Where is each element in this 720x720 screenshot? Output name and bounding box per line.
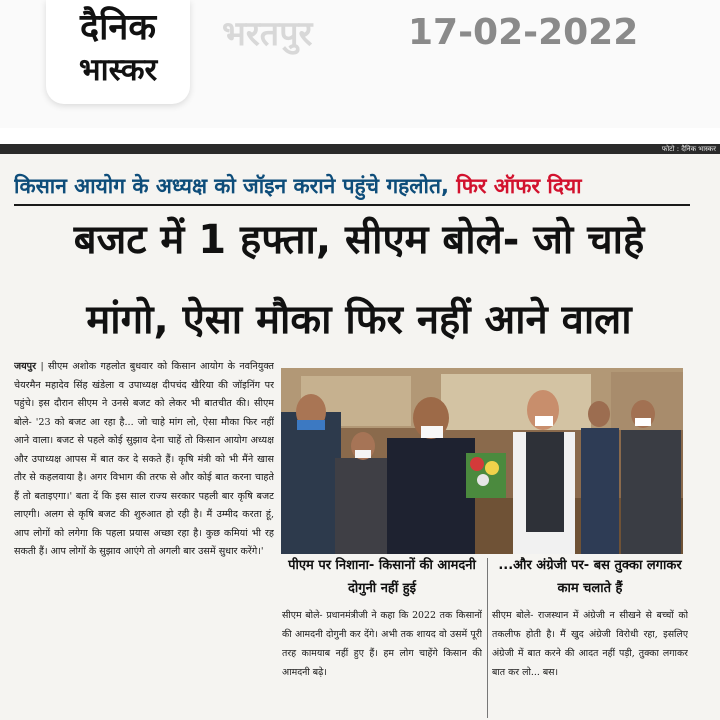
sub-headline-1: पीएम पर निशाना- किसानों की आमदनी दोगुनी नहीं हुई — [288, 558, 476, 596]
newspaper-clipping — [0, 144, 720, 720]
dainik-bhaskar-logo[interactable] — [46, 0, 190, 104]
kicker-highlight: फिर ऑफर दिया — [456, 174, 582, 198]
news-photo — [281, 368, 683, 554]
article-body — [14, 358, 274, 720]
logo-line-2: भास्कर — [78, 52, 158, 88]
top-strip — [0, 144, 720, 154]
column-divider — [487, 558, 488, 718]
kicker-rule — [14, 204, 690, 206]
kicker-text: किसान आयोग के अध्यक्ष को जॉइन कराने पहुंचे गहलोत, — [14, 174, 449, 198]
edition-date: 17-02-2022 — [408, 12, 639, 53]
dateline: जयपुर — [14, 361, 37, 372]
logo-line-1: दैनिक — [79, 7, 157, 48]
sub-headline-2: ...और अंग्रेजी पर- बस तुक्का लगाकर काम चलाते हैं — [498, 558, 682, 596]
headline-line-1: बजट में 1 हफ्ता, सीएम बोले- जो चाहे — [73, 217, 645, 263]
header-bar — [0, 0, 720, 128]
sub-body-2: सीएम बोले- राजस्थान में अंग्रेजी न सीखने से बच्चों को तकलीफ होती है। मैं खुद अंग्रेजी विरोधी रहा, इसलिए अंग्रेजी में बात करने की आदत नहीं पड़ी, तुक्का लगाकर बात कर लो... बस। — [492, 610, 688, 678]
photo-credit: फोटो : दैनिक भास्कर — [661, 145, 716, 153]
edition-city: भरतपुर — [222, 14, 313, 54]
article-body-text: | सीएम अशोक गहलोत बुधवार को किसान आयोग के नवनियुक्त चेयरमैन महादेव सिंह खंडेला व उपाध्यक्ष दीपचंद खैरिया की जॉइनिंग पर पहुंचे। इस दौरान सीएम ने उनसे बजट को लेकर भी बातचीत की। सीएम बोले- '23 को बजट आ रहा है... जो चाहे मांग लो, ऐसा मौका फिर नहीं आने वाला। बजट से पहले कोई सुझाव देना चाहें तो किसान आयोग अध्यक्ष और उपाध्यक्ष आपस में बात कर दे सकते हैं। कृषि मंत्री को भी मैंने खास तौर से कहलवाया है। अगर विभाग की तरफ से और कोई बात करना चाहते हैं तो बताइएगा।' बता दें कि इस साल राज्य सरकार पहली बार कृषि बजट लाएगी। अलग से कृषि बजट की शुरुआत हो रही है। मैं उम्मीद करता हूं, आप लोगों को लगेगा कि पहला प्रयास अच्छा रहा है। कुछ कमियां भी रह सकती हैं। आप लोगों के सुझाव आएंगे तो अगली बार उसमें सुधार करेंगे।' — [14, 361, 274, 557]
headline-line-2: मांगो, ऐसा मौका फिर नहीं आने वाला — [86, 297, 632, 343]
kicker-line — [14, 170, 690, 202]
sub-body-1: सीएम बोले- प्रधानमंत्रीजी ने कहा कि 2022 तक किसानों की आमदनी दोगुनी कर देंगे। अभी तक शायद वो उसमें पूरी तरह कामयाब नहीं हुए हैं। हम लोग चाहेंगे किसान की आमदनी बढ़े। — [282, 610, 482, 678]
news-photo-illustration — [281, 368, 683, 554]
